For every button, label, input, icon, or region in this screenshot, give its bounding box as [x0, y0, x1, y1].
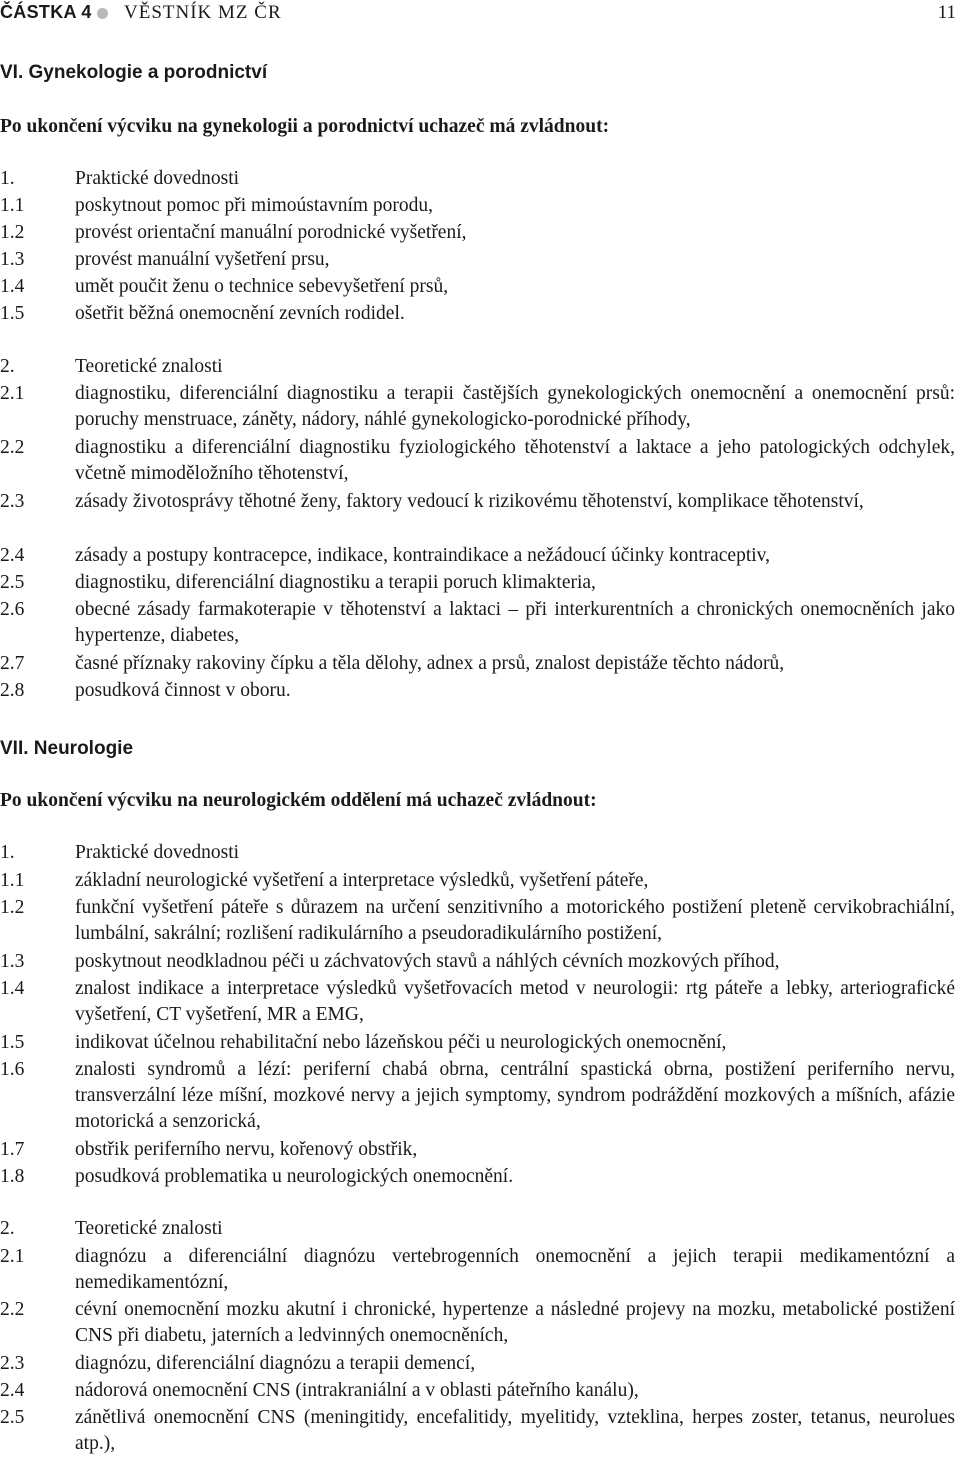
- item-text: znalosti syndromů a lézí: periferní chabá obrna, centrální spastická obrna, postižení periferního nervu, transverzální léze míšní, mozkové nervy a jejich symptomy, syndrom podráždění mozkových a míšních, afázie motorická a senzorická,: [75, 1059, 955, 1132]
- item-text: zánětlivá onemocnění CNS (meningitidy, encefalitidy, myelitidy, vzteklina, herpes zoster, tetanus, neurolues atp.),: [75, 1407, 955, 1454]
- item-text: provést manuální vyšetření prsu,: [75, 249, 330, 270]
- item-text: zásady a postupy kontracepce, indikace, kontraindikace a nežádoucí účinky kontraceptiv,: [75, 545, 771, 566]
- subsection-number: 1.: [0, 168, 15, 189]
- item-number: 1.3: [0, 951, 25, 972]
- item-number: 2.2: [0, 1299, 25, 1320]
- item-number: 1.7: [0, 1139, 25, 1160]
- subsection-title: Teoretické znalosti: [75, 1218, 223, 1239]
- list-item: [0, 220, 955, 246]
- item-number: 1.5: [0, 303, 25, 324]
- list-item: [0, 895, 955, 947]
- list-item: [0, 1405, 955, 1457]
- item-number: 1.4: [0, 978, 25, 999]
- item-text: posudková činnost v oboru.: [75, 680, 291, 701]
- subsection-title: Praktické dovednosti: [75, 842, 240, 863]
- list-item: [0, 247, 955, 273]
- subsection-title: Praktické dovednosti: [75, 168, 240, 189]
- section-heading: VII. Neurologie: [0, 738, 134, 759]
- list-item: [0, 976, 955, 1028]
- list-item: [0, 949, 955, 975]
- item-number: 2.7: [0, 653, 25, 674]
- item-number: 2.1: [0, 383, 25, 404]
- subsection-number: 2.: [0, 356, 15, 377]
- item-text: časné příznaky rakoviny čípku a těla dělohy, adnex a prsů, znalost depistáže těchto nádorů,: [75, 653, 785, 674]
- item-number: 2.6: [0, 599, 25, 620]
- item-text: nádorová onemocnění CNS (intrakraniální a v oblasti páteřního kanálu),: [75, 1380, 639, 1401]
- item-number: 1.2: [0, 897, 25, 918]
- list-item: [0, 1137, 955, 1163]
- item-number: 2.5: [0, 572, 25, 593]
- list-item: [0, 381, 955, 433]
- item-number: 2.4: [0, 1380, 25, 1401]
- item-number: 2.5: [0, 1407, 25, 1428]
- item-number: 1.1: [0, 195, 25, 216]
- item-number: 2.1: [0, 1246, 25, 1267]
- item-number: 2.3: [0, 491, 25, 512]
- running-header: [0, 0, 960, 28]
- list-item: [0, 678, 955, 704]
- list-item: [0, 570, 955, 596]
- item-number: 2.3: [0, 1353, 25, 1374]
- issue-part-label: ČÁSTKA 4: [0, 2, 92, 22]
- item-text: znalost indikace a interpretace výsledků vyšetřovacích metod v neurologii: rtg páteře a lebky, arteriografické vyšetření, CT vyšetření, MR a EMG,: [75, 978, 955, 1025]
- list-item: [0, 193, 955, 219]
- list-item: [0, 1297, 955, 1349]
- item-text: ošetřit běžná onemocnění zevních rodidel.: [75, 303, 405, 324]
- list-item: [0, 1378, 955, 1404]
- item-number: 1.5: [0, 1032, 25, 1053]
- list-item: [0, 435, 955, 487]
- list-item: [0, 1351, 955, 1377]
- page-number: 11: [937, 2, 956, 23]
- item-text: základní neurologické vyšetření a interpretace výsledků, vyšetření páteře,: [75, 870, 649, 891]
- item-text: obstřik periferního nervu, kořenový obstřik,: [75, 1139, 418, 1160]
- item-text: umět poučit ženu o technice sebevyšetření prsů,: [75, 276, 449, 297]
- section-intro: Po ukončení výcviku na neurologickém oddělení má uchazeč zvládnout:: [0, 790, 597, 811]
- item-text: poskytnout pomoc při mimoústavním porodu,: [75, 195, 434, 216]
- item-text: obecné zásady farmakoterapie v těhotenství a laktaci – při interkurentních a chronických onemocněních jako hypertenze, diabetes,: [75, 599, 955, 646]
- item-text: diagnózu, diferenciální diagnózu a terapii demencí,: [75, 1353, 476, 1374]
- item-text: zásady životosprávy těhotné ženy, faktory vedoucí k rizikovému těhotenství, komplikace těhotenství,: [75, 491, 864, 512]
- item-text: funkční vyšetření páteře s důrazem na určení senzitivního a motorického postižení pleteně cervikobrachiální, lumbální, sakrální; rozlišení radikulárního a pseudoradikulárního postižení,: [75, 897, 955, 944]
- list-item: [0, 489, 955, 515]
- subsection-number: 2.: [0, 1218, 15, 1239]
- item-number: 2.4: [0, 545, 25, 566]
- list-item: [0, 651, 955, 677]
- subsection-number: 1.: [0, 842, 15, 863]
- item-text: poskytnout neodkladnou péči u záchvatových stavů a náhlých cévních mozkových příhod,: [75, 951, 780, 972]
- item-number: 2.8: [0, 680, 25, 701]
- item-text: diagnózu a diferenciální diagnózu vertebrogenních onemocnění a jejich terapii medikamentózní a nemedikamentózní,: [75, 1246, 955, 1293]
- item-number: 1.6: [0, 1059, 25, 1080]
- subsection-title: Teoretické znalosti: [75, 356, 223, 377]
- item-text: diagnostiku, diferenciální diagnostiku a terapii častějších gynekologických onemocnění a onemocnění prsů: poruchy menstruace, záněty, nádory, náhlé gynekologicko-porodnické příhody,: [75, 383, 955, 430]
- list-item: [0, 1244, 955, 1296]
- list-item: [0, 597, 955, 649]
- list-item: [0, 868, 955, 894]
- item-text: indikovat účelnou rehabilitační nebo lázeňskou péči u neurologických onemocnění,: [75, 1032, 727, 1053]
- item-number: 1.2: [0, 222, 25, 243]
- list-item: [0, 1164, 955, 1190]
- bullet-dot-icon: [97, 8, 108, 19]
- item-number: 1.4: [0, 276, 25, 297]
- list-item: [0, 301, 955, 327]
- item-number: 1.8: [0, 1166, 25, 1187]
- item-number: 1.3: [0, 249, 25, 270]
- section-intro: Po ukončení výcviku na gynekologii a porodnictví uchazeč má zvládnout:: [0, 116, 610, 137]
- journal-title: VĚSTNÍK MZ ČR: [124, 2, 282, 23]
- item-text: posudková problematika u neurologických onemocnění.: [75, 1166, 514, 1187]
- item-text: cévní onemocnění mozku akutní i chronické, hypertenze a následné projevy na mozku, metabolické postižení CNS při diabetu, jaterních a ledvinných onemocněních,: [75, 1299, 955, 1346]
- list-item: [0, 1030, 955, 1056]
- list-item: [0, 274, 955, 300]
- item-number: 2.2: [0, 437, 25, 458]
- section-heading: VI. Gynekologie a porodnictví: [0, 62, 268, 83]
- item-text: provést orientační manuální porodnické vyšetření,: [75, 222, 467, 243]
- list-item: [0, 543, 955, 569]
- item-text: diagnostiku, diferenciální diagnostiku a terapii poruch klimakteria,: [75, 572, 596, 593]
- item-number: 1.1: [0, 870, 25, 891]
- item-text: diagnostiku a diferenciální diagnostiku fyziologického těhotenství a laktace a jeho patologických odchylek, včetně mimoděložního těhotenství,: [75, 437, 955, 484]
- list-item: [0, 1057, 955, 1135]
